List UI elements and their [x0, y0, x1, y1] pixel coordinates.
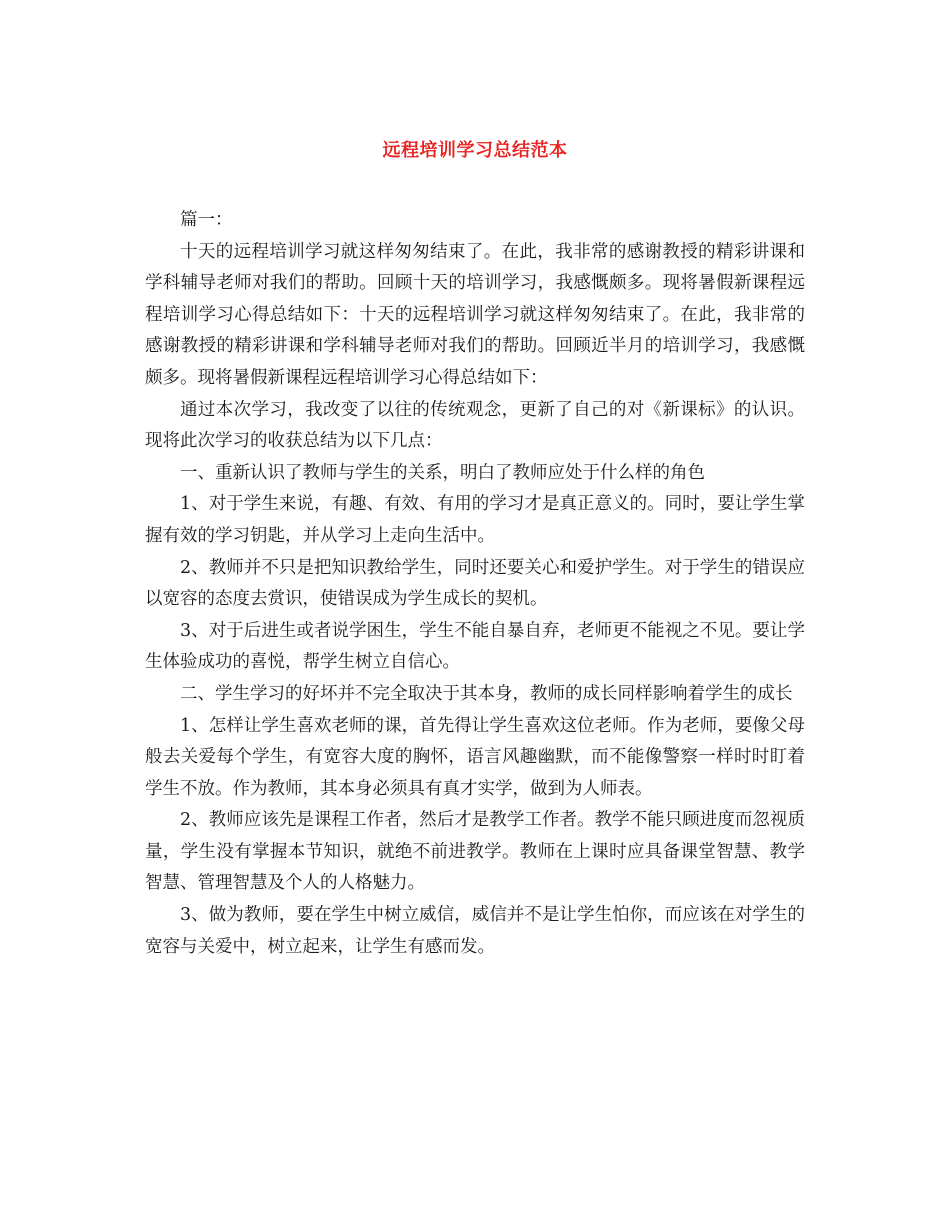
paragraph: 十天的远程培训学习就这样匆匆结束了。在此，我非常的感谢教授的精彩讲课和学科辅导老师对我们的帮助。回顾十天的培训学习，我感慨颇多。现将暑假新课程远程培训学习心得总结如下：十天的远程培训学习就这样匆匆结束了。在此，我非常的感谢教授的精彩讲课和学科辅导老师对我们的帮助。回顾近半月的培训学习，我感慨颇多。现将暑假新课程远程培训学习心得总结如下：: [145, 241, 805, 388]
paragraph: 1、对于学生来说，有趣、有效、有用的学习才是真正意义的。同时，要让学生掌握有效的学习钥匙，并从学习上走向生活中。: [145, 494, 805, 546]
paragraph-heading-part-one: 篇一：: [180, 210, 233, 230]
paragraph: 2、教师应该先是课程工作者，然后才是教学工作者。教学不能只顾进度而忽视质量，学生没有掌握本节知识，就绝不前进教学。教师在上课时应具备课堂智慧、教学智慧、管理智慧及个人的人格魅力。: [145, 810, 805, 894]
document-title: 远程培训学习总结范本: [382, 140, 568, 161]
section-heading: 二、学生学习的好坏并不完全取决于其本身，教师的成长同样影响着学生的成长: [180, 683, 793, 704]
section-heading: 一、重新认识了教师与学生的关系，明白了教师应处于什么样的角色: [180, 462, 705, 483]
paragraph: 2、教师并不只是把知识教给学生，同时还要关心和爱护学生。对于学生的错误应以宽容的态度去赏识，使错误成为学生成长的契机。: [145, 557, 805, 610]
paragraph: 3、做为教师，要在学生中树立威信，威信并不是让学生怕你，而应该在对学生的宽容与关爱中，树立起来，让学生有感而发。: [145, 905, 805, 957]
paragraph: 3、对于后进生或者说学困生，学生不能自暴自弃，老师更不能视之不见。要让学生体验成功的喜悦，帮学生树立自信心。: [145, 620, 805, 673]
paragraph: 通过本次学习，我改变了以往的传统观念，更新了自己的对《新课标》的认识。现将此次学习的收获总结为以下几点：: [145, 399, 805, 452]
document-body: [145, 205, 805, 963]
paragraph: 1、怎样让学生喜欢老师的课，首先得让学生喜欢这位老师。作为老师，要像父母般去关爱每个学生，有宽容大度的胸怀，语言风趣幽默，而不能像警察一样时时盯着学生不放。作为教师，其本身必须具有真才实学，做到为人师表。: [145, 715, 805, 799]
